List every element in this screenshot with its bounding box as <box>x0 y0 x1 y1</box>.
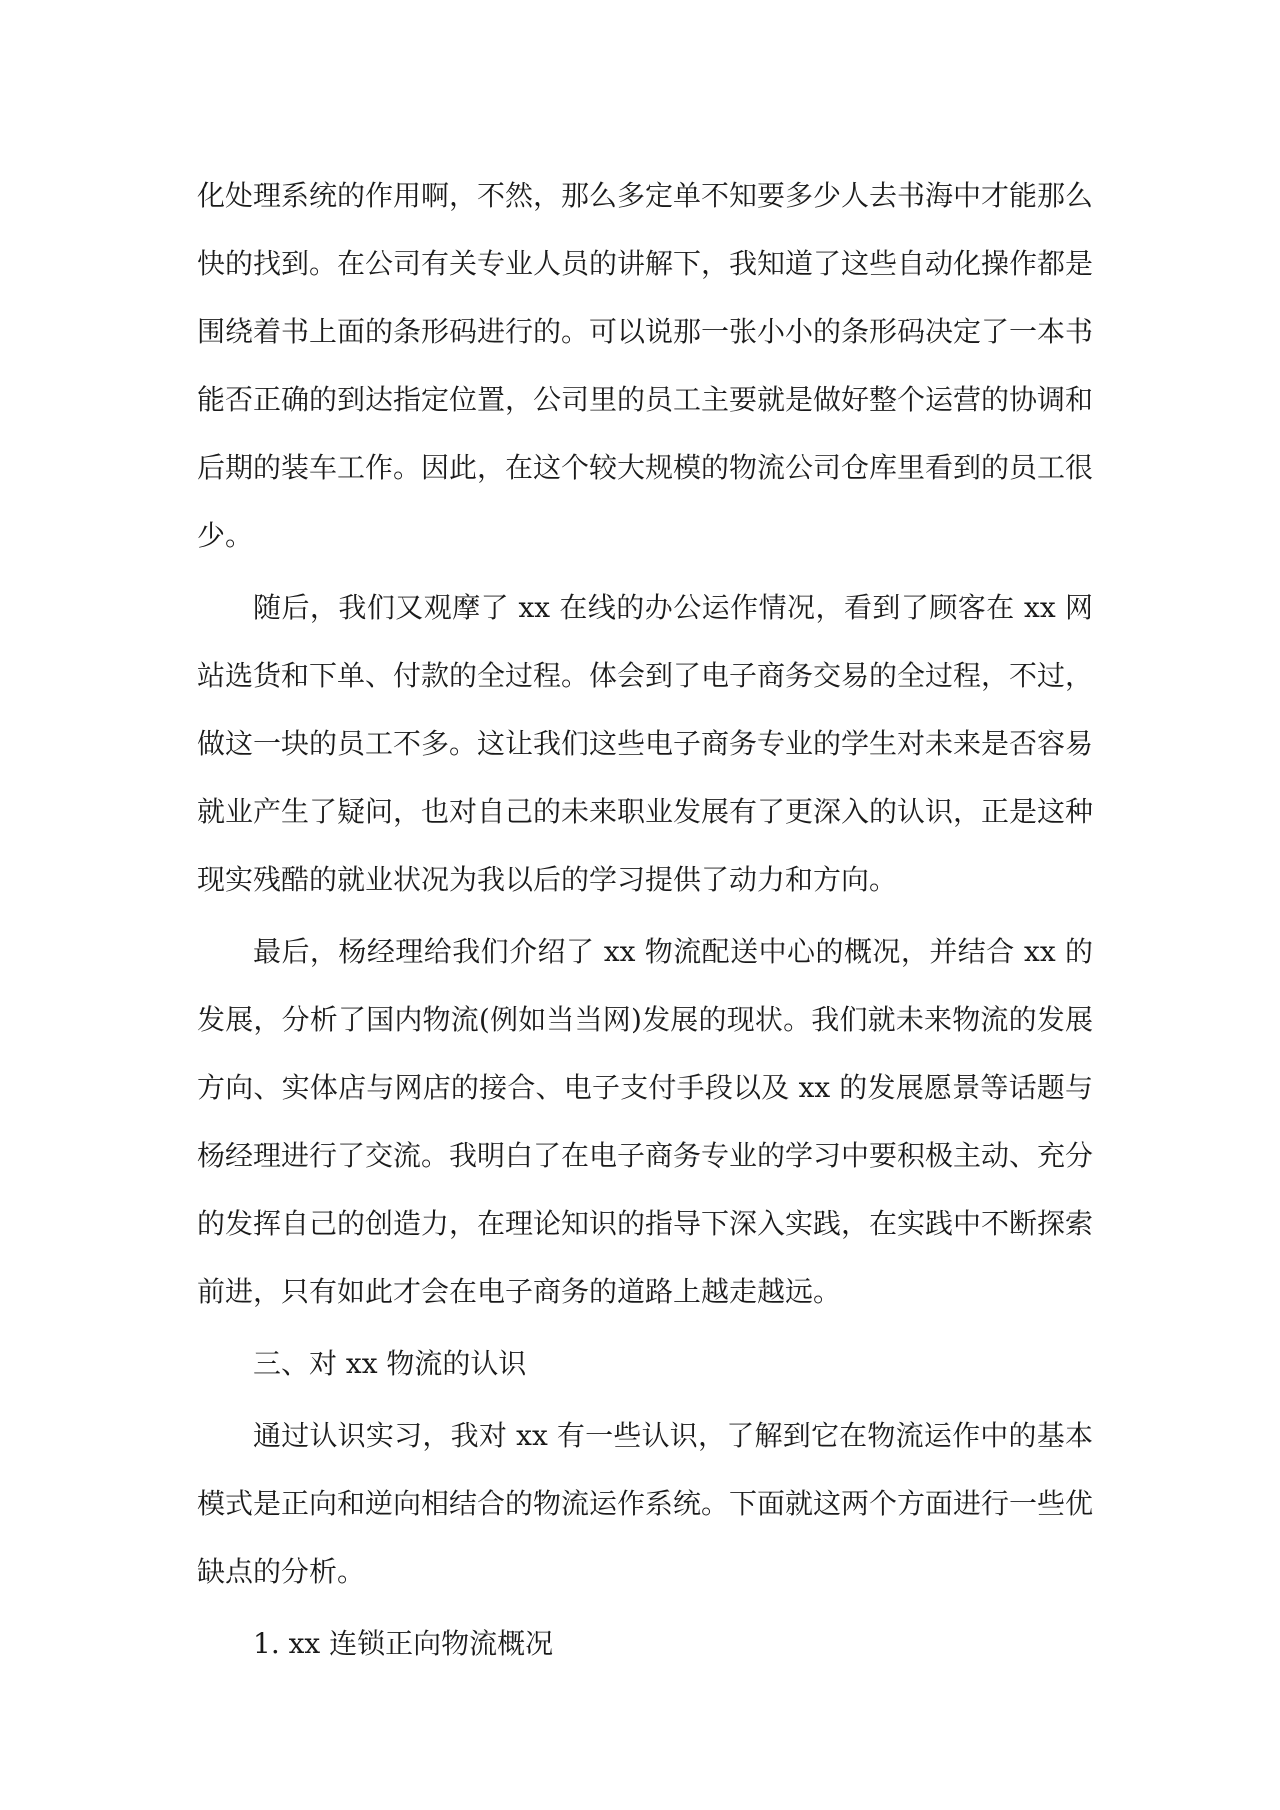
paragraph-online-office-observation: 随后，我们又观摩了 xx 在线的办公运作情况，看到了顾客在 xx 网站选货和下单、付款的全过程。体会到了电子商务交易的全过程，不过，做这一块的员工不多。这让我们这些电子商务专业的学生对未来是否容易就业产生了疑问，也对自己的未来职业发展有了更深入的认识，正是这种现实残酷的就业状况为我以后的学习提供了动力和方向。 <box>197 591 1094 896</box>
paragraph-continued-automation: 化处理系统的作用啊，不然，那么多定单不知要多少人去书海中才能那么快的找到。在公司有关专业人员的讲解下，我知道了这些自动化操作都是围绕着书上面的条形码进行的。可以说那一张小小的条形码决定了一本书能否正确的到达指定位置，公司里的员工主要就是做好整个运营的协调和后期的装车工作。因此，在这个较大规模的物流公司仓库里看到的员工很少。 <box>197 179 1094 552</box>
subsection-heading-forward-logistics: 1. xx 连锁正向物流概况 <box>253 1627 554 1660</box>
paragraph-logistics-model: 通过认识实习，我对 xx 有一些认识，了解到它在物流运作中的基本模式是正向和逆向相结合的物流运作系统。下面就这两个方面进行一些优缺点的分析。 <box>197 1419 1094 1588</box>
document-body <box>197 162 1093 1678</box>
section-heading-understanding: 三、对 xx 物流的认识 <box>253 1347 527 1380</box>
paragraph-manager-introduction: 最后，杨经理给我们介绍了 xx 物流配送中心的概况，并结合 xx 的发展，分析了国内物流(例如当当网)发展的现状。我们就未来物流的发展方向、实体店与网店的接合、电子支付手段以及 xx 的发展愿景等话题与杨经理进行了交流。我明白了在电子商务专业的学习中要积极主动、充分的发挥自己的创造力，在理论知识的指导下深入实践，在实践中不断探索前进，只有如此才会在电子商务的道路上越走越远。 <box>197 935 1094 1308</box>
